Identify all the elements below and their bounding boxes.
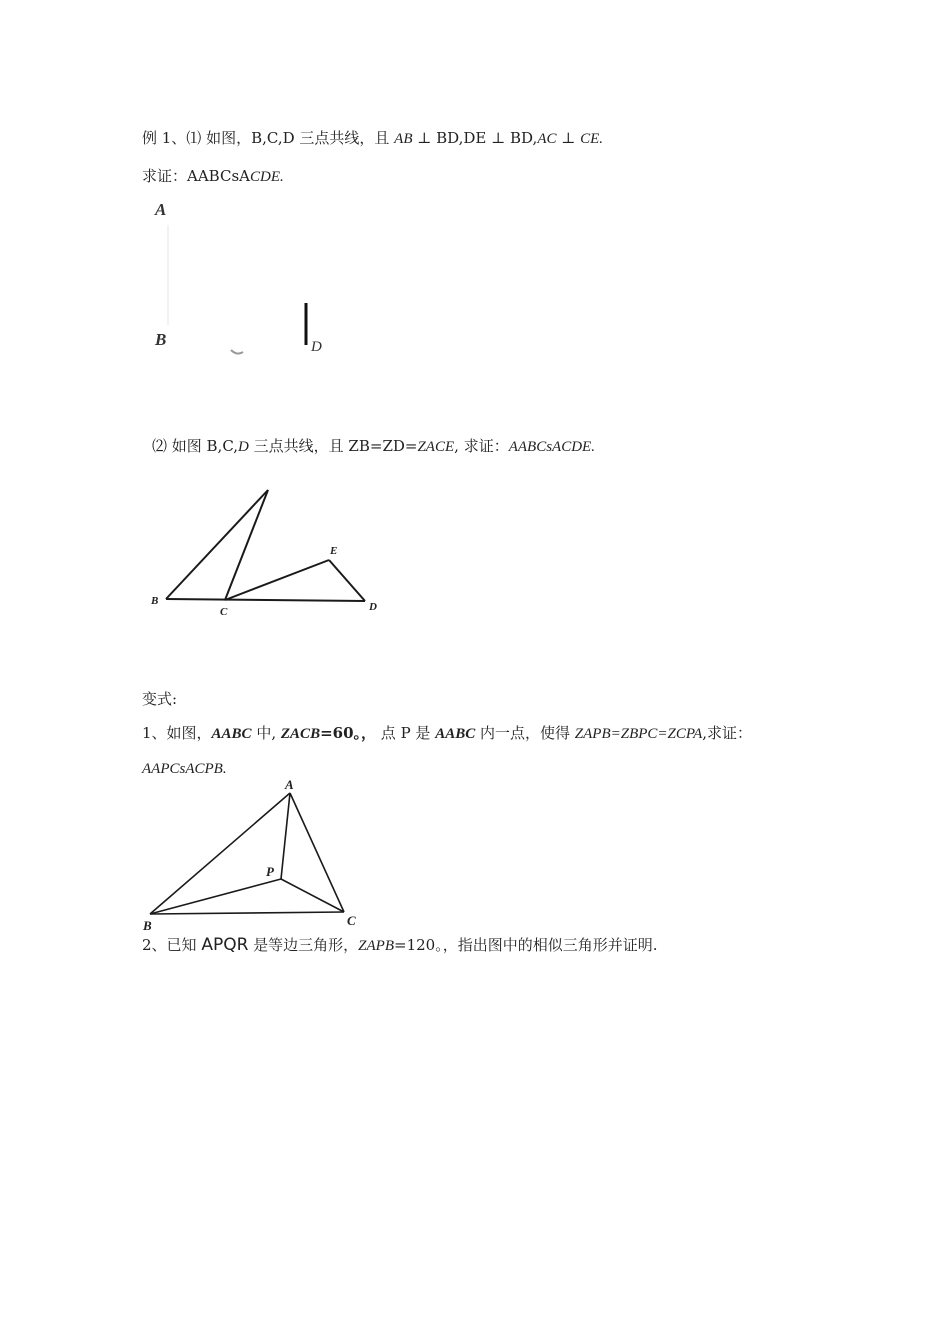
example-1-proof-goal: 求证：AABCsACDE.: [142, 167, 284, 185]
fig3-label-p: P: [266, 864, 274, 879]
figure-1: [145, 195, 345, 365]
figure-3: [140, 775, 370, 935]
fig2-segment-ed: [329, 560, 365, 601]
fig2-label-b: B: [151, 595, 159, 607]
fig2-label-e: E: [330, 545, 338, 557]
figure-2: [140, 480, 400, 625]
fig2-segment-ce: [225, 560, 329, 600]
example-1-part-2: ⑵ 如图 B,C,D 三点共线，且 ZB=ZD=ZACE, 求证：AABCsACDE.: [152, 437, 595, 455]
fig2-segment-ac: [225, 490, 268, 600]
fig2-label-d: D: [369, 601, 377, 613]
fig3-label-c: C: [347, 913, 356, 928]
variant-2-statement: 2、已知 APQR 是等边三角形，ZAPB=120。，指出图中的相似三角形并证明.: [142, 935, 658, 955]
fig3-segment-bc: [150, 912, 344, 914]
fig3-segment-ac: [290, 793, 344, 912]
variant-1-statement: 1、如图，AABC 中, ZACB=60。， 点 P 是 AABC 内一点，使得 ZAPB=ZBPC=ZCPA,求证：: [142, 724, 753, 742]
fig3-segment-ap: [281, 793, 290, 879]
variant-1-conclusion: AAPCsACPB.: [142, 761, 227, 777]
fig2-label-c: C: [220, 606, 228, 618]
fig3-label-a: A: [285, 777, 294, 792]
fig1-label-b: B: [155, 330, 167, 349]
example-1-statement: 例 1、⑴ 如图，B,C,D 三点共线，且 AB ⊥ BD,DE ⊥ BD,AC ⊥ CE.: [142, 129, 604, 147]
fig2-segment-bd: [166, 599, 365, 601]
fig1-c-fragment: [231, 350, 243, 354]
fig1-label-d: D: [311, 339, 322, 355]
fig3-label-b: B: [143, 918, 152, 933]
variant-heading: 变式:: [142, 690, 178, 708]
fig2-segment-ba: [166, 490, 268, 599]
fig3-segment-cp: [281, 879, 344, 912]
fig1-label-a: A: [155, 200, 167, 219]
